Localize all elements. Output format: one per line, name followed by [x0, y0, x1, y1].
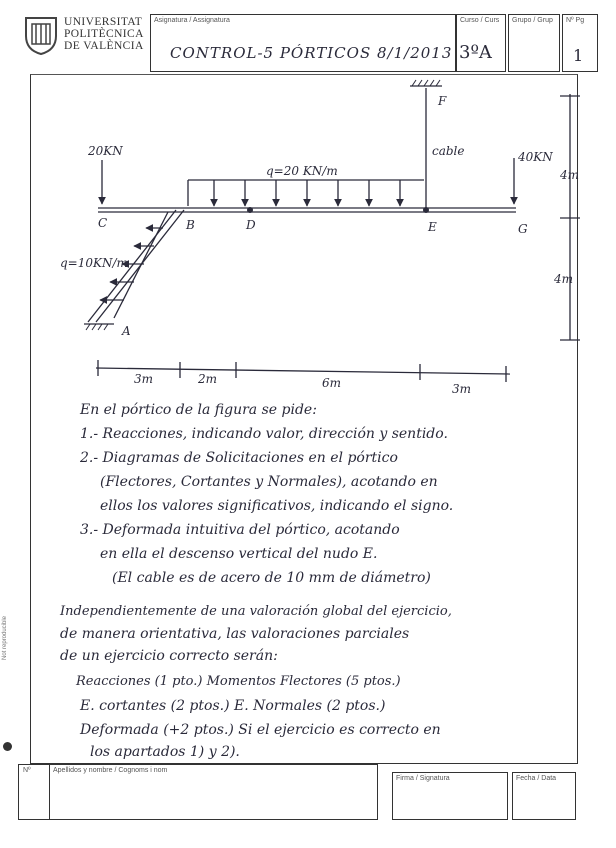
statement-line: de manera orientativa, las valoraciones parciales	[60, 626, 410, 642]
statement-line: 2.- Diagramas de Solicitaciones en el pórtico	[80, 450, 398, 466]
statement-line: en ella el descenso vertical del nudo E.	[100, 546, 378, 562]
subject-box	[150, 14, 456, 72]
university-line-3: DE VALÈNCIA	[64, 40, 144, 52]
load-bg-label: q=20 KN/m	[266, 164, 338, 178]
load-ab-label: q=10KN/m	[60, 256, 128, 270]
statement-line: 3.- Deformada intuitiva del pórtico, acotando	[80, 522, 400, 538]
node-a-label: A	[122, 324, 131, 338]
course-label: Curso / Curs	[460, 17, 500, 24]
page-number-value: 1	[573, 46, 584, 65]
height-bottom-label: 4m	[554, 272, 574, 286]
student-name-label: Apellidos y nombre / Cognoms i nom	[53, 767, 168, 774]
course-value: 3ºA	[459, 42, 492, 63]
height-top-label: 4m	[560, 168, 580, 182]
margin-note: Not reproducible	[2, 615, 8, 660]
name-box-divider	[49, 765, 50, 819]
cable-label: cable	[432, 144, 465, 158]
node-d-label: D	[246, 218, 256, 232]
exam-title: CONTROL-5 PÓRTICOS 8/1/2013	[170, 44, 453, 62]
date-box[interactable]	[512, 772, 576, 820]
statement-line: Independientemente de una valoración global del ejercicio,	[60, 604, 452, 619]
statement-line: los apartados 1) y 2).	[90, 744, 240, 760]
statement-line: (El cable es de acero de 10 mm de diámetro)	[112, 570, 431, 586]
node-g-label: G	[518, 222, 528, 236]
university-line-2: POLITÈCNICA	[64, 28, 144, 40]
span-4-label: 3m	[452, 382, 472, 396]
university-seal-icon	[22, 14, 60, 56]
statement-line: de un ejercicio correcto serán:	[60, 648, 278, 664]
span-3-label: 6m	[322, 376, 342, 390]
university-name	[64, 16, 144, 52]
statement-line: Deformada (+2 ptos.) Si el ejercicio es correcto en	[80, 722, 441, 738]
subject-label: Asignatura / Assignatura	[154, 17, 230, 24]
university-line-1: UNIVERSITAT	[64, 16, 143, 28]
span-1-label: 3m	[134, 372, 154, 386]
signature-label: Firma / Signatura	[396, 775, 450, 782]
page-number-label: Nº Pg	[566, 17, 585, 24]
group-label: Grupo / Grup	[512, 17, 553, 24]
statement-line: Reacciones (1 pto.) Momentos Flectores (5 ptos.)	[76, 674, 401, 689]
statement-line: En el pórtico de la figura se pide:	[80, 402, 317, 418]
node-b-label: B	[186, 218, 195, 232]
statement-line: (Flectores, Cortantes y Normales), acotando en	[100, 474, 438, 490]
student-name-box[interactable]	[18, 764, 378, 820]
group-box	[508, 14, 560, 72]
load-g-label: 40KN	[518, 150, 553, 164]
date-label: Fecha / Data	[516, 775, 557, 782]
span-2-label: 2m	[198, 372, 218, 386]
university-logo	[18, 12, 148, 58]
node-f-label: F	[438, 94, 447, 108]
margin-dot-icon	[3, 742, 12, 751]
signature-box[interactable]	[392, 772, 508, 820]
load-c-label: 20KN	[88, 144, 123, 158]
student-number-label: Nº	[23, 767, 31, 774]
statement-line: E. cortantes (2 ptos.) E. Normales (2 ptos.)	[80, 698, 386, 714]
node-c-label: C	[98, 216, 108, 230]
statement-line: 1.- Reacciones, indicando valor, dirección y sentido.	[80, 426, 448, 442]
node-e-label: E	[428, 220, 437, 234]
statement-line: ellos los valores significativos, indicando el signo.	[100, 498, 454, 514]
